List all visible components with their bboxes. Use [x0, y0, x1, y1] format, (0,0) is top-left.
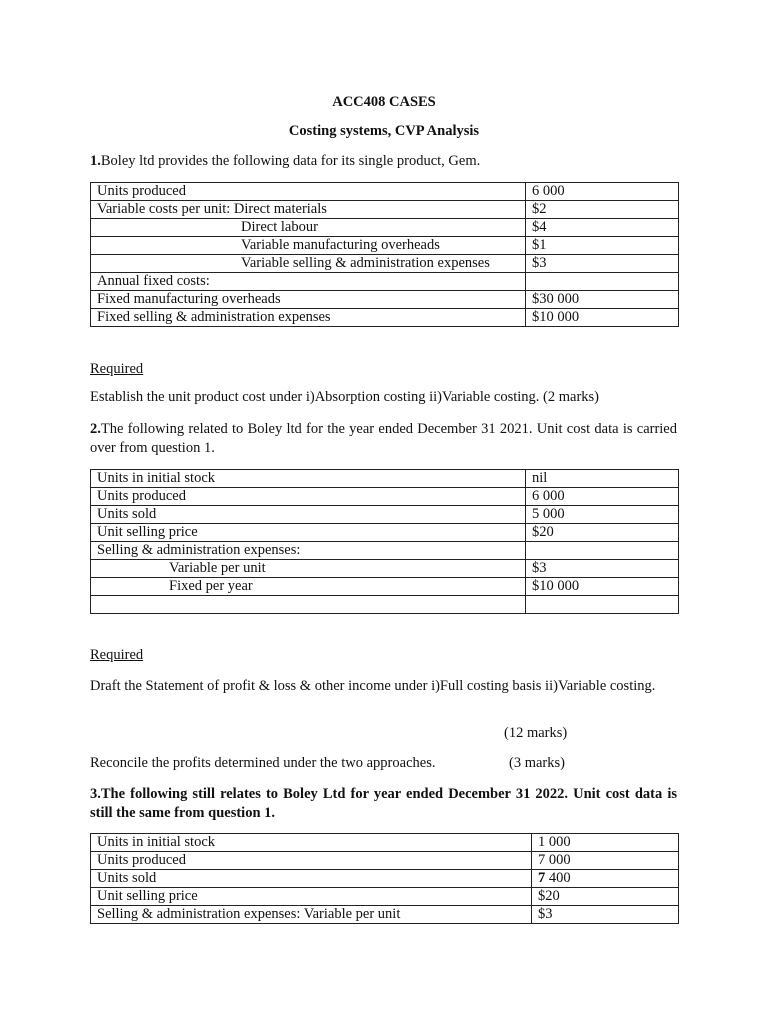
q2-table	[90, 469, 679, 614]
row-label: Units produced	[91, 852, 532, 870]
table-row	[91, 255, 679, 273]
row-value: 5 000	[526, 506, 679, 524]
table-row	[91, 560, 679, 578]
row-label: Units in initial stock	[91, 470, 526, 488]
table-row	[91, 237, 679, 255]
q2-reconcile: Reconcile the profits determined under the two approaches.	[90, 755, 436, 771]
row-label: Units sold	[91, 870, 532, 888]
table-row	[91, 596, 679, 614]
row-value: $2	[526, 201, 679, 219]
q2-intro-text: The following related to Boley ltd for the year ended December 31 2021. Unit cost data is carried over from question 1.	[90, 421, 677, 456]
row-value: $30 000	[526, 291, 679, 309]
q2-task-marks: (12 marks)	[504, 725, 568, 741]
q2-intro	[90, 420, 677, 458]
q1-required-heading: Required	[90, 361, 144, 377]
row-value-bold: 7	[538, 870, 546, 886]
row-label: Units produced	[91, 488, 526, 506]
row-label: Variable per unit	[91, 560, 526, 578]
table-row	[91, 201, 679, 219]
table-row	[91, 183, 679, 201]
table-row	[91, 542, 679, 560]
row-value-rest: 400	[545, 870, 571, 886]
row-label: Unit selling price	[91, 524, 526, 542]
row-label: Selling & administration expenses:	[91, 542, 526, 560]
row-value	[526, 273, 679, 291]
table-row	[91, 488, 679, 506]
table-row	[91, 906, 679, 924]
row-label: Units produced	[91, 183, 526, 201]
table-row	[91, 870, 679, 888]
table-row	[91, 470, 679, 488]
q1-task: Establish the unit product cost under i)Absorption costing ii)Variable costing. (2 marks)	[90, 389, 600, 405]
row-value: $3	[526, 255, 679, 273]
row-value	[526, 596, 679, 614]
row-value: $10 000	[526, 578, 679, 596]
row-value: $3	[532, 906, 679, 924]
row-value: nil	[526, 470, 679, 488]
row-label: Variable manufacturing overheads	[91, 237, 526, 255]
row-label: Fixed selling & administration expenses	[91, 309, 526, 327]
table-row	[91, 852, 679, 870]
row-label: Variable selling & administration expenses	[91, 255, 526, 273]
q1-table	[90, 182, 679, 327]
row-value: $3	[526, 560, 679, 578]
row-label: Unit selling price	[91, 888, 532, 906]
document-subtitle: Costing systems, CVP Analysis	[288, 123, 480, 139]
row-value: $20	[526, 524, 679, 542]
table-row	[91, 219, 679, 237]
q1-number: 1.	[90, 153, 101, 169]
table-row	[91, 309, 679, 327]
table-row	[91, 578, 679, 596]
row-value: $10 000	[526, 309, 679, 327]
row-label	[91, 596, 526, 614]
q1-intro-text: Boley ltd provides the following data for its single product, Gem.	[100, 153, 481, 169]
table-row	[91, 506, 679, 524]
q1-intro	[90, 153, 480, 170]
row-value: 1 000	[532, 834, 679, 852]
row-value: $4	[526, 219, 679, 237]
table-row	[91, 273, 679, 291]
row-value: 6 000	[526, 488, 679, 506]
row-label: Units in initial stock	[91, 834, 532, 852]
row-value: 6 000	[526, 183, 679, 201]
q3-intro: 3.The following still relates to Boley Ltd for year ended December 31 2022. Unit cost data is still the same from question 1.	[90, 786, 677, 821]
table-row	[91, 888, 679, 906]
row-label: Units sold	[91, 506, 526, 524]
q3-table	[90, 833, 679, 924]
document-title: ACC408 CASES	[332, 94, 436, 110]
q2-reconcile-marks: (3 marks)	[509, 755, 565, 771]
row-value: $1	[526, 237, 679, 255]
row-label: Direct labour	[91, 219, 526, 237]
row-value	[532, 870, 679, 888]
row-label: Fixed manufacturing overheads	[91, 291, 526, 309]
row-value: 7 000	[532, 852, 679, 870]
table-row	[91, 291, 679, 309]
row-label: Annual fixed costs:	[91, 273, 526, 291]
row-label: Fixed per year	[91, 578, 526, 596]
q2-task: Draft the Statement of profit & loss & other income under i)Full costing basis ii)Variable costing.	[90, 678, 656, 694]
row-label: Variable costs per unit: Direct materials	[91, 201, 526, 219]
table-row	[91, 524, 679, 542]
table-row	[91, 834, 679, 852]
q2-required-heading: Required	[90, 647, 144, 663]
row-value: $20	[532, 888, 679, 906]
row-value	[526, 542, 679, 560]
row-label: Selling & administration expenses: Variable per unit	[91, 906, 532, 924]
q2-number: 2.	[90, 421, 101, 437]
